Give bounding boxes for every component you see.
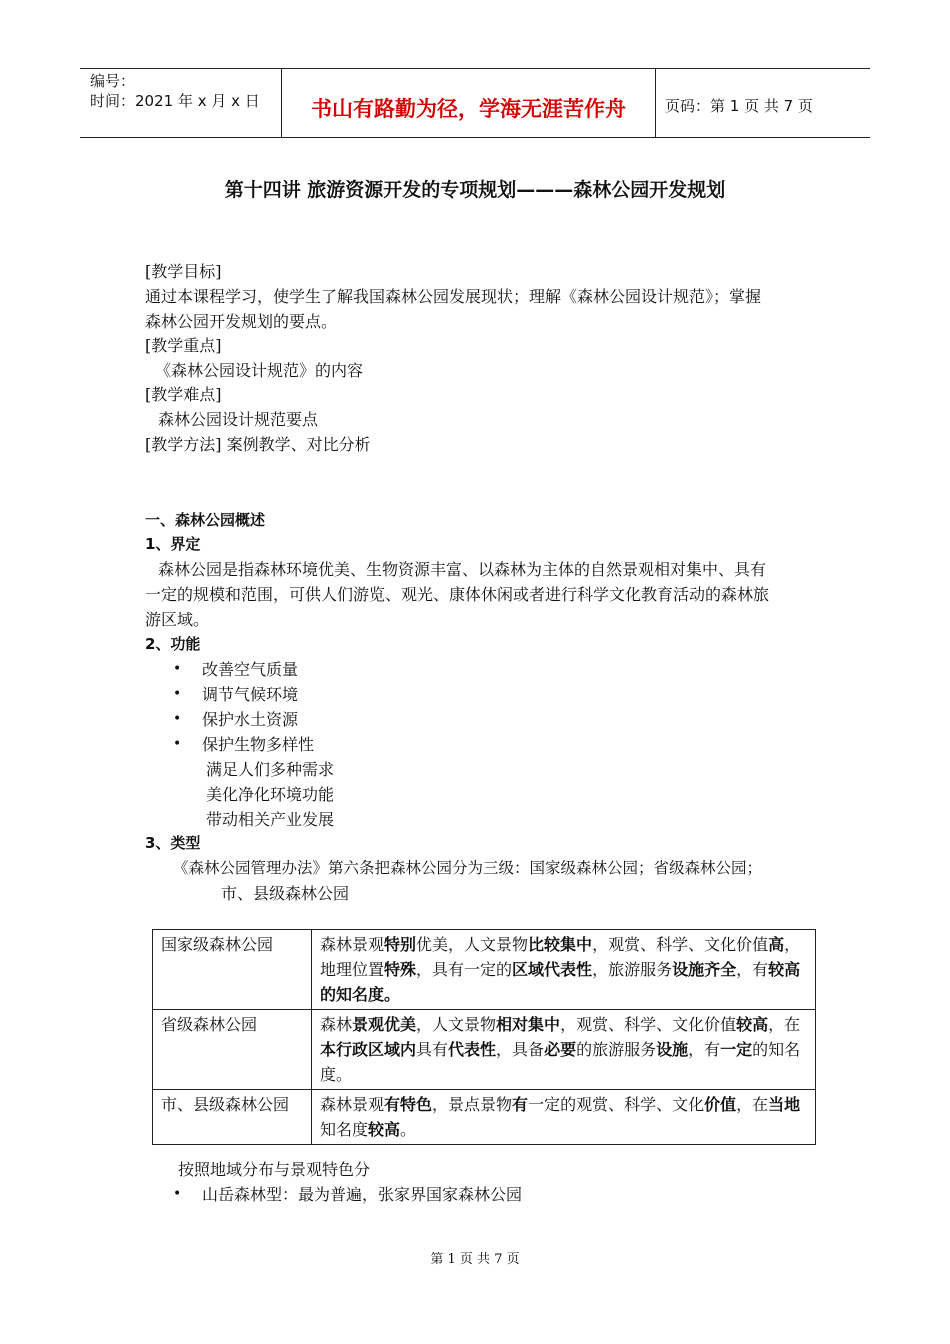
type-line: 市、县级森林公园 [221, 884, 350, 903]
page-label: 页码：第 1 页 共 7 页 [665, 97, 813, 115]
goal-line: 森林公园开发规划的要点。 [145, 312, 338, 331]
function-item: 满足人们多种需求 [206, 760, 335, 779]
header-meta [90, 71, 260, 111]
type-line: 《森林公园管理办法》第六条把森林公园分为三级：国家级森林公园；省级森林公园； [173, 859, 763, 877]
bullet-icon: • [173, 661, 182, 677]
table-row [153, 930, 816, 1010]
definition-line: 一定的规模和范围，可供人们游览、观光、康体休闲或者进行科学文化教育活动的森林旅 [145, 585, 770, 604]
document-title: 第十四讲 旅游资源开发的专项规划———森林公园开发规划 [224, 179, 726, 201]
function-item: 保护水土资源 [202, 710, 299, 729]
time-label: 时间：2021 年 x 月 x 日 [90, 92, 260, 110]
function-item: 美化净化环境功能 [206, 785, 335, 804]
table-row [153, 1090, 816, 1145]
function-item: 保护生物多样性 [202, 735, 315, 754]
bullet-icon: • [173, 711, 182, 727]
goal-heading: [教学目标] [145, 262, 222, 281]
function-item: 调节气候环境 [202, 685, 299, 704]
region-item: 山岳森林型：最为普遍，张家界国家森林公园 [202, 1185, 523, 1204]
classification-table [152, 929, 816, 1145]
bullet-icon: • [173, 736, 182, 752]
bullet-icon: • [173, 686, 182, 702]
difficulty-heading: [教学难点] [145, 385, 222, 404]
function-item: 带动相关产业发展 [206, 810, 335, 829]
level-name: 省级森林公园 [153, 1010, 312, 1090]
header-divider [655, 69, 656, 137]
definition-heading: 1、界定 [145, 535, 201, 553]
page-footer: 第 1 页 共 7 页 [430, 1252, 520, 1267]
function-item: 改善空气质量 [202, 660, 299, 679]
goal-line: 通过本课程学习，使学生了解我国森林公园发展现状；理解《森林公园设计规范》；掌握 [145, 287, 762, 306]
key-text: 《森林公园设计规范》的内容 [155, 361, 364, 380]
type-heading: 3、类型 [145, 834, 201, 852]
level-description: 森林景观特别优美，人文景物比较集中，观赏、科学、文化价值高，地理位置特殊，具有一定的区域代表性，旅游服务设施齐全，有较高的知名度。 [312, 930, 816, 1010]
level-name: 国家级森林公园 [153, 930, 312, 1010]
region-intro: 按照地域分布与景观特色分 [178, 1160, 371, 1179]
definition-line: 森林公园是指森林环境优美、生物资源丰富、以森林为主体的自然景观相对集中、具有 [158, 560, 767, 579]
method-line: [教学方法] 案例教学、对比分析 [145, 435, 371, 454]
motto: 书山有路勤为径，学海无涯苦作舟 [311, 97, 626, 121]
bullet-icon: • [173, 1186, 182, 1202]
definition-line: 游区域。 [145, 610, 210, 629]
difficulty-text: 森林公园设计规范要点 [158, 410, 319, 429]
function-heading: 2、功能 [145, 635, 201, 653]
number-label: 编号： [90, 72, 136, 90]
key-heading: [教学重点] [145, 336, 222, 355]
level-name: 市、县级森林公园 [153, 1090, 312, 1145]
level-description: 森林景观有特色，景点景物有一定的观赏、科学、文化价值，在当地知名度较高。 [312, 1090, 816, 1145]
page-header [80, 68, 870, 138]
section-heading: 一、森林公园概述 [145, 511, 266, 529]
table-row [153, 1010, 816, 1090]
level-description: 森林景观优美，人文景物相对集中，观赏、科学、文化价值较高，在本行政区域内具有代表性，具备必要的旅游服务设施，有一定的知名度。 [312, 1010, 816, 1090]
